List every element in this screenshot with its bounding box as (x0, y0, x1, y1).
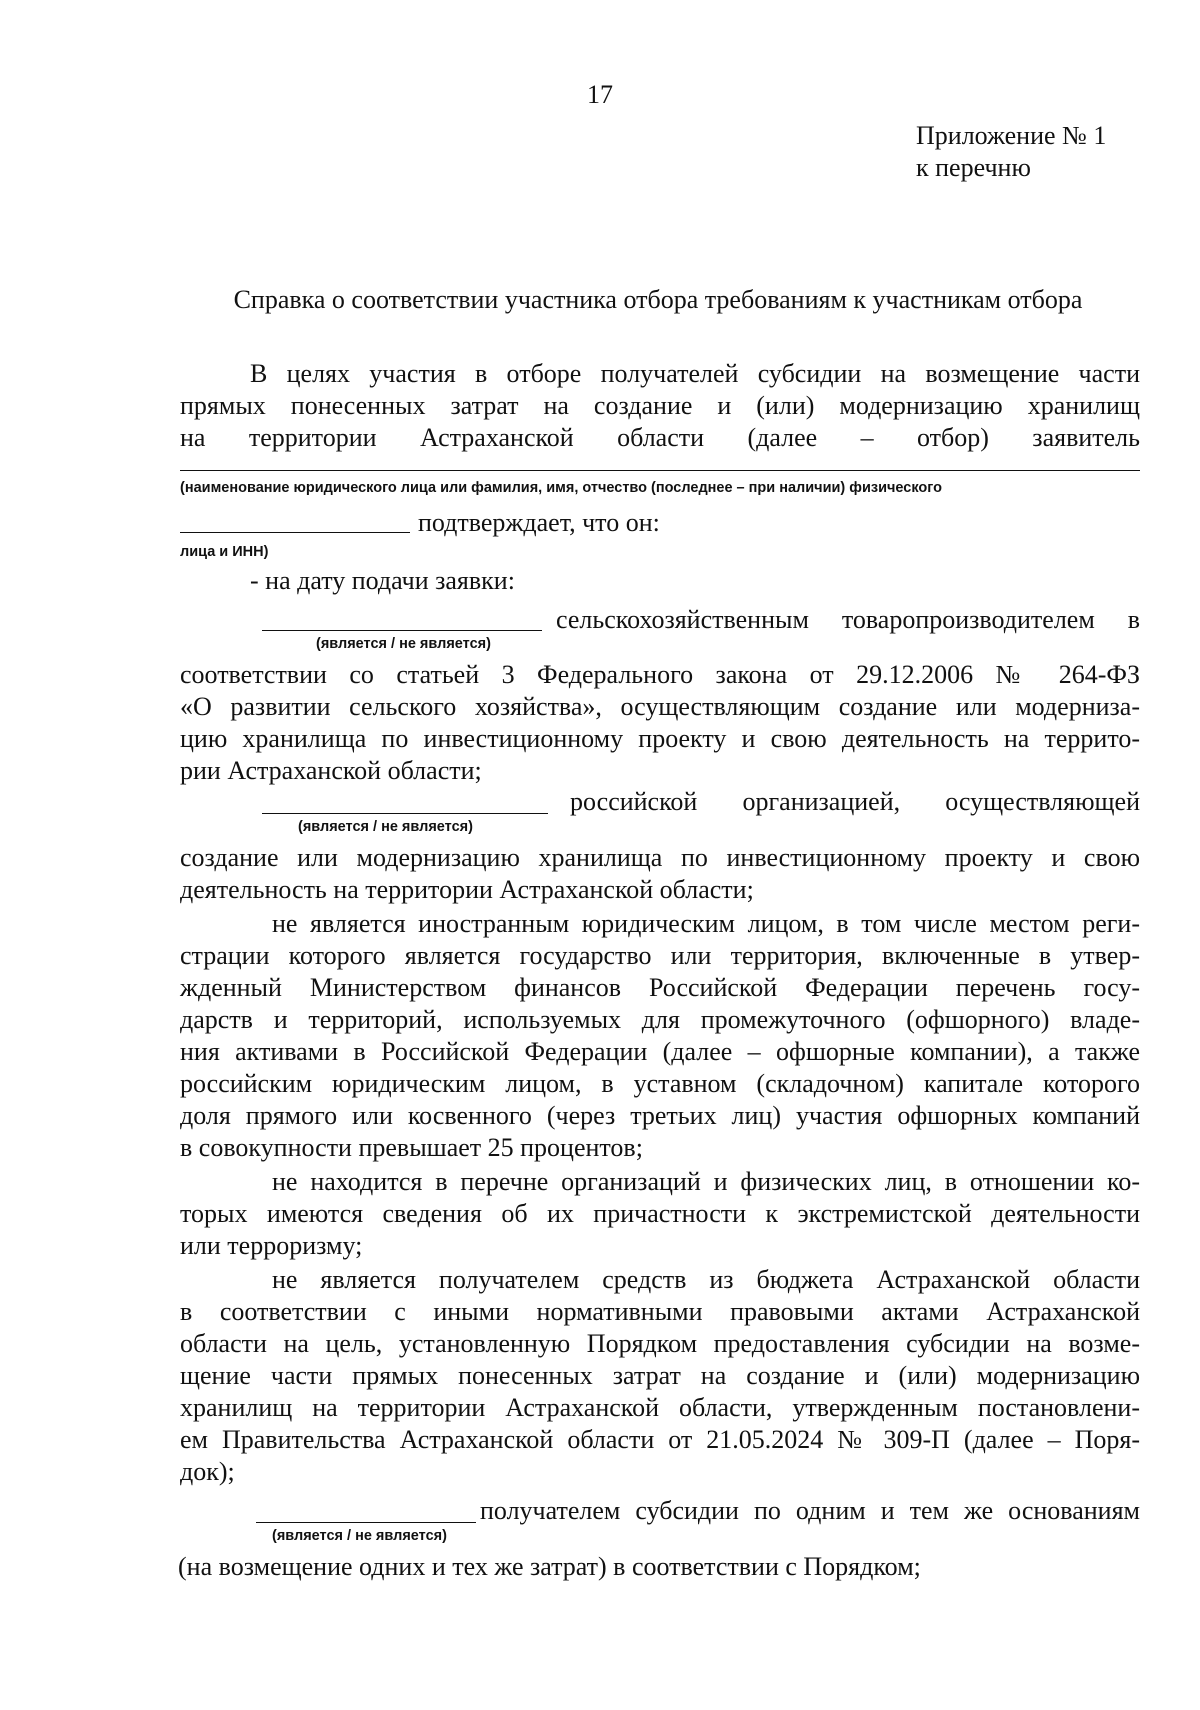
confirms-text: подтверждает, что он: (418, 508, 660, 537)
offshore-line: в совокупности превышает 25 процентов; (180, 1133, 643, 1162)
russian-org-line: создание или модернизацию хранилища по инвестиционному проекту и свою (180, 843, 1140, 872)
offshore-line: доля прямого или косвенного (через третьих лиц) участия офшорных компаний (180, 1101, 1140, 1130)
applicant-name-caption: (наименование юридического лица или фамилия, имя, отчество (последнее – при наличии) физического (180, 480, 942, 496)
applicant-name-blank[interactable] (180, 470, 1140, 471)
offshore-line: дарств и территорий, используемых для промежуточного (офшорного) владе- (180, 1005, 1140, 1034)
russian-org-line: деятельность на территории Астраханской области; (180, 875, 754, 904)
budget-line: щение части прямых понесенных затрат на создание и (или) модернизацию (180, 1361, 1140, 1390)
russian-org-text: российской организацией, осуществляющей (570, 787, 1140, 816)
russian-org-caption: (является / не является) (298, 819, 473, 835)
appendix-heading (916, 120, 1106, 184)
offshore-line: жденный Министерством финансов Российской Федерации перечень госу- (180, 973, 1140, 1002)
intro-line: на территории Астраханской области (далее – отбор) заявитель (180, 423, 1140, 452)
same-grounds-caption: (является / не является) (272, 1528, 447, 1544)
agri-line: рии Астраханской области; (180, 756, 482, 785)
agri-line: соответствии со статьей 3 Федерального закона от 29.12.2006 № 264-ФЗ (180, 660, 1140, 689)
appendix-line-2: к перечню (916, 153, 1031, 182)
offshore-line: ния активами в Российской Федерации (далее – офшорные компании), а также (180, 1037, 1140, 1066)
applicant-name-blank-continued[interactable] (180, 532, 410, 533)
budget-line: ем Правительства Астраханской области от 21.05.2024 № 309-П (далее – Поря- (180, 1425, 1140, 1454)
agri-status-blank[interactable] (262, 630, 542, 631)
same-grounds-status-blank[interactable] (256, 1522, 476, 1523)
same-grounds-text: получателем субсидии по одним и тем же основаниям (480, 1496, 1140, 1525)
budget-line: хранилищ на территории Астраханской области, утвержденным постановлени- (180, 1393, 1140, 1422)
document-title: Справка о соответствии участника отбора требованиям к участникам отбора (233, 285, 1083, 314)
budget-line: док); (180, 1457, 235, 1486)
budget-line: в соответствии с иными нормативными правовыми актами Астраханской (180, 1297, 1140, 1326)
extremism-line: торых имеются сведения об их причастности к экстремистской деятельности (180, 1199, 1140, 1228)
offshore-line: страции которого является государство или территория, включенные в утвер- (180, 941, 1140, 970)
offshore-line: не является иностранным юридическим лицом, в том числе местом реги- (272, 909, 1140, 938)
agri-status-text: сельскохозяйственным товаропроизводителем в (556, 605, 1140, 634)
page-number: 17 (587, 80, 613, 109)
same-grounds-line: (на возмещение одних и тех же затрат) в соответствии с Порядком; (178, 1552, 921, 1581)
agri-line: цию хранилища по инвестиционному проекту и свою деятельность на террито- (180, 724, 1140, 753)
budget-line: не является получателем средств из бюджета Астраханской области (272, 1265, 1140, 1294)
extremism-line: или терроризму; (180, 1231, 363, 1260)
intro-line: прямых понесенных затрат на создание и (или) модернизацию хранилищ (180, 391, 1140, 420)
agri-status-caption: (является / не является) (316, 636, 491, 652)
date-of-application-line: - на дату подачи заявки: (250, 566, 515, 595)
russian-org-status-blank[interactable] (262, 813, 548, 814)
appendix-line-1: Приложение № 1 (916, 121, 1107, 150)
agri-line: «О развитии сельского хозяйства», осуществляющим создание или модерниза- (180, 692, 1140, 721)
offshore-line: российским юридическим лицом, в уставном (складочном) капитале которого (180, 1069, 1140, 1098)
applicant-inn-caption: лица и ИНН) (180, 544, 269, 560)
extremism-line: не находится в перечне организаций и физических лиц, в отношении ко- (272, 1167, 1140, 1196)
budget-line: области на цель, установленную Порядком предоставления субсидии на возме- (180, 1329, 1140, 1358)
intro-line: В целях участия в отборе получателей субсидии на возмещение части (250, 359, 1140, 388)
